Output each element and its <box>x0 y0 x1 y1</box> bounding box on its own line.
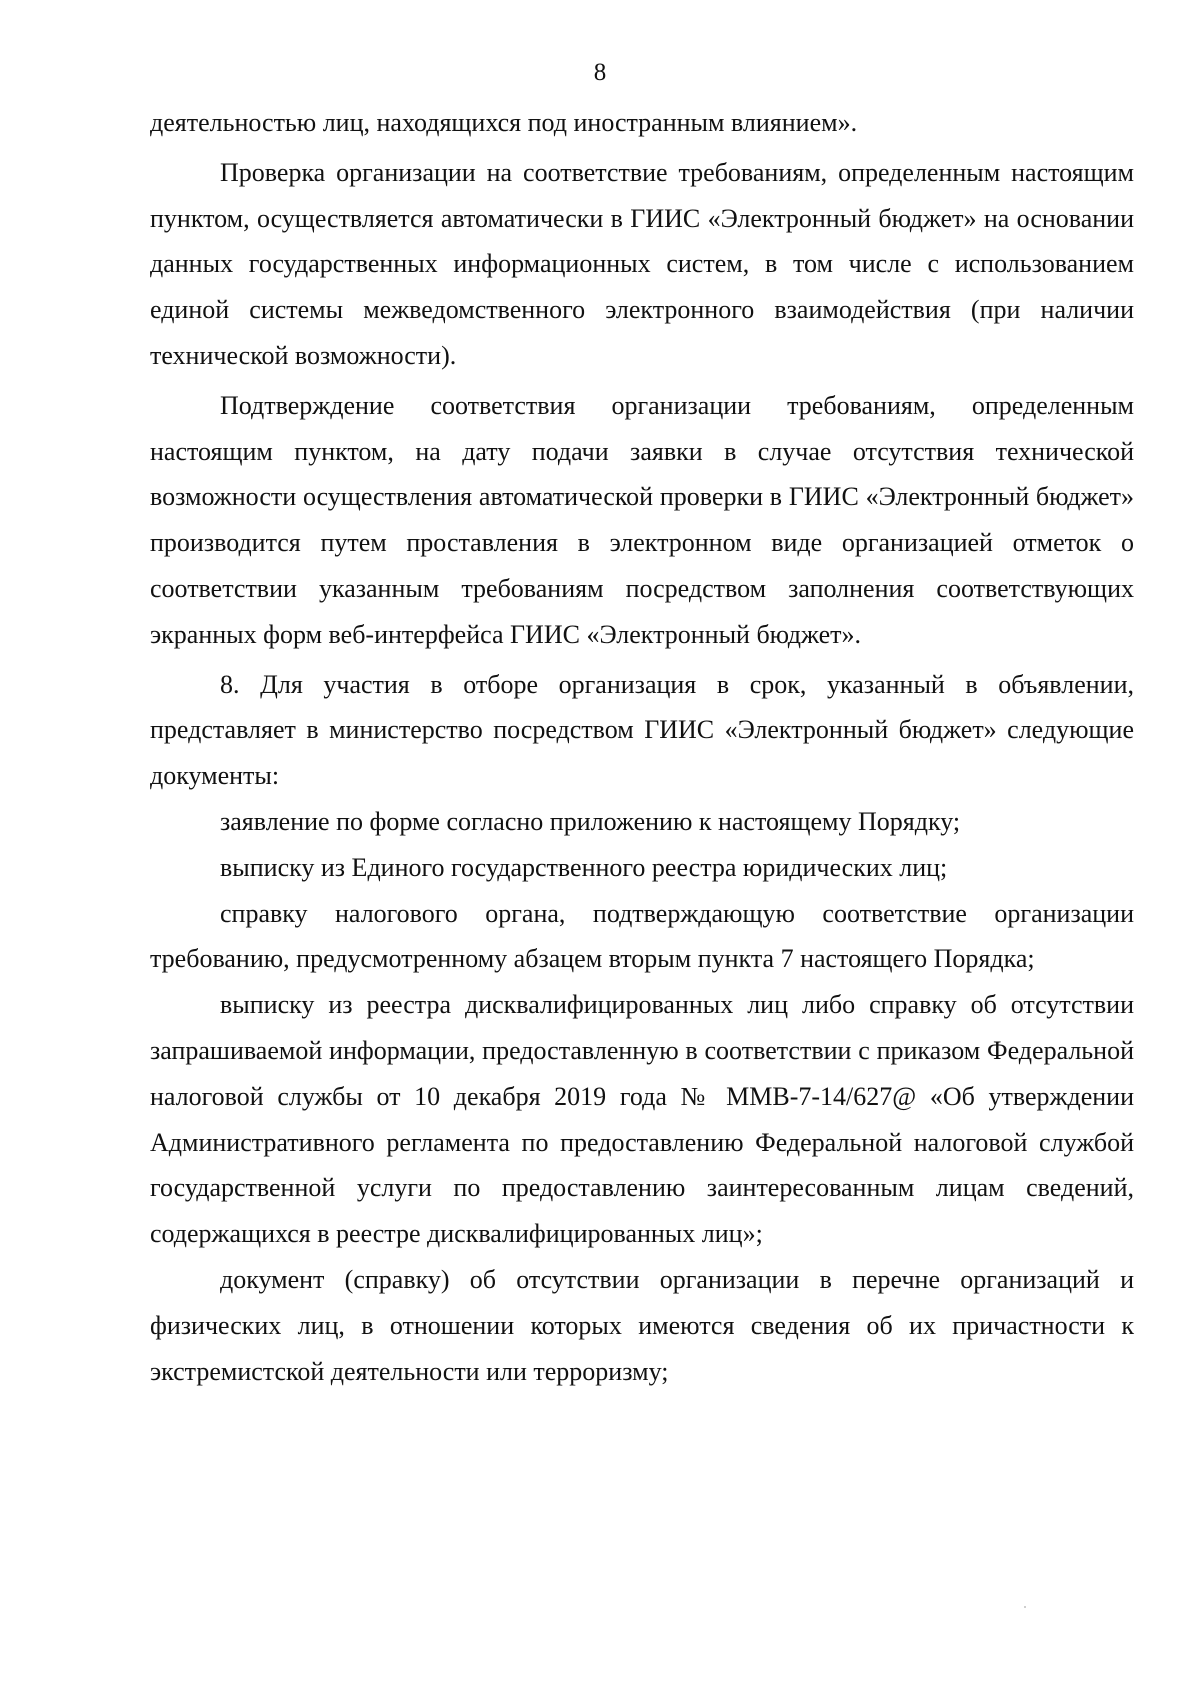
page-number: 8 <box>593 59 607 86</box>
list-item-application-form: заявление по форме согласно приложению к настоящему Порядку; <box>220 806 961 836</box>
paragraph-continuation: деятельностью лиц, находящихся под иностранным влиянием». <box>150 108 858 137</box>
paragraph-item-8: 8. Для участия в отборе организация в срок, указанный в объявлении, представляет в министерство посредством ГИИС «Электронный бюджет» следующие документы: <box>150 669 1134 791</box>
list-item-extremism-certificate: документ (справку) об отсутствии организации в перечне организаций и физических лиц, в отношении которых имеются сведения об их причастности к экстремистской деятельности или терроризму; <box>150 1264 1134 1386</box>
list-item-egrul-extract: выписку из Единого государственного реестра юридических лиц; <box>220 852 948 882</box>
list-item-disqualified-registry: выписку из реестра дисквалифицированных лиц либо справку об отсутствии запрашиваемой информации, предоставленную в соответствии с приказом Федеральной налоговой службы от 10 декабря 2019 года № ММВ-7-14/627@ «Об утверждении Административного регламента по предоставлению Федеральной налоговой службой государственной услуги по предоставлению заинтересованным лицам сведений, содержащихся в реестре дисквалифицированных лиц»; <box>150 990 1134 1249</box>
paragraph-confirmation: Подтверждение соответствия организации требованиям, определенным настоящим пунктом, на дату подачи заявки в случае отсутствия технической возможности осуществления автоматической проверки в ГИИС «Электронный бюджет» производится путем проставления в электронном виде организацией отметок о соответствии указанным требованиям посредством заполнения соответствующих экранных форм веб-интерфейса ГИИС «Электронный бюджет». <box>150 390 1134 649</box>
document-body <box>150 100 1134 1394</box>
paragraph-automatic-check: Проверка организации на соответствие требованиям, определенным настоящим пунктом, осуществляется автоматически в ГИИС «Электронный бюджет» на основании данных государственных информационных систем, в том числе с использованием единой системы межведомственного электронного взаимодействия (при наличии технической возможности). <box>150 157 1134 370</box>
list-item-tax-certificate: справку налогового органа, подтверждающую соответствие организации требованию, предусмотренному абзацем вторым пункта 7 настоящего Порядка; <box>150 898 1134 974</box>
scan-speck <box>1024 1606 1026 1608</box>
